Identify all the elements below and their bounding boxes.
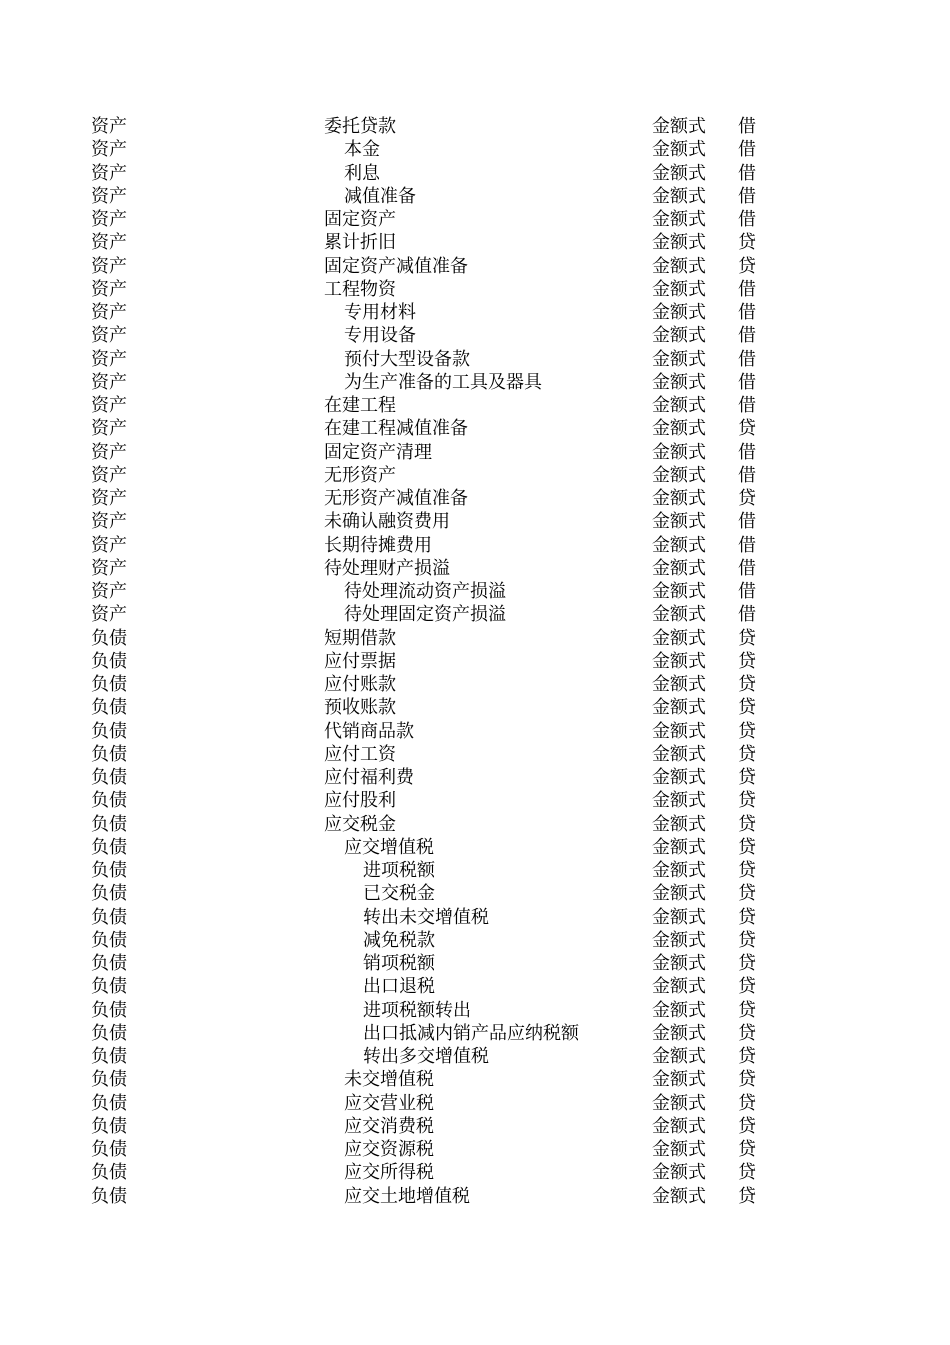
- account-category: 资产: [91, 581, 127, 602]
- account-name: 无形资产减值准备: [324, 488, 468, 509]
- balance-direction: 贷: [738, 813, 756, 835]
- balance-direction: 借: [738, 371, 756, 393]
- account-category: 负债: [91, 790, 127, 812]
- account-format: 金额式: [652, 1185, 706, 1207]
- account-name: 固定资产: [324, 209, 396, 230]
- balance-direction: 借: [738, 395, 756, 416]
- table-row: [0, 441, 950, 464]
- balance-direction: 贷: [738, 743, 756, 765]
- account-name: 工程物资: [324, 278, 396, 300]
- balance-direction: 借: [738, 604, 756, 626]
- account-category: 资产: [91, 418, 127, 440]
- table-row: [0, 627, 950, 650]
- account-category: 负债: [91, 1162, 127, 1184]
- account-format: 金额式: [652, 1022, 706, 1044]
- balance-direction: 贷: [738, 860, 756, 881]
- table-row: [0, 789, 950, 812]
- account-format: 金额式: [652, 1092, 706, 1114]
- table-row: [0, 1068, 950, 1091]
- table-row: [0, 813, 950, 836]
- table-row: [0, 557, 950, 580]
- account-name: 待处理流动资产损溢: [344, 581, 506, 602]
- account-format: 金额式: [652, 488, 706, 509]
- balance-direction: 借: [738, 557, 756, 579]
- table-row: [0, 999, 950, 1022]
- balance-direction: 贷: [738, 999, 756, 1021]
- account-name: 固定资产减值准备: [324, 255, 468, 277]
- table-row: [0, 696, 950, 719]
- account-category: 负债: [91, 953, 127, 974]
- balance-direction: 借: [738, 302, 756, 323]
- account-name: 应交消费税: [344, 1115, 434, 1137]
- account-name: 预收账款: [324, 697, 396, 719]
- account-format: 金额式: [652, 139, 706, 161]
- account-category: 资产: [91, 302, 127, 323]
- account-format: 金额式: [652, 1115, 706, 1137]
- table-row: [0, 417, 950, 440]
- account-category: 负债: [91, 1185, 127, 1207]
- account-format: 金额式: [652, 720, 706, 742]
- account-name: 代销商品款: [324, 720, 414, 742]
- account-category: 资产: [91, 464, 127, 486]
- account-name: 本金: [344, 139, 380, 161]
- table-row: [0, 162, 950, 185]
- balance-direction: 贷: [738, 1185, 756, 1207]
- balance-direction: 贷: [738, 790, 756, 812]
- account-name: 应付账款: [324, 674, 396, 695]
- account-category: 资产: [91, 116, 127, 137]
- account-name: 预付大型设备款: [344, 348, 470, 370]
- account-format: 金额式: [652, 278, 706, 300]
- account-category: 资产: [91, 325, 127, 347]
- account-name: 出口退税: [363, 976, 435, 998]
- account-category: 负债: [91, 976, 127, 998]
- account-category: 资产: [91, 139, 127, 161]
- account-category: 资产: [91, 604, 127, 626]
- table-row: [0, 115, 950, 138]
- account-format: 金额式: [652, 953, 706, 974]
- balance-direction: 借: [738, 581, 756, 602]
- table-row: [0, 906, 950, 929]
- account-format: 金额式: [652, 976, 706, 998]
- account-format: 金额式: [652, 371, 706, 393]
- account-name: 应交资源税: [344, 1139, 434, 1160]
- account-category: 资产: [91, 441, 127, 463]
- table-row: [0, 185, 950, 208]
- account-name: 应付工资: [324, 743, 396, 765]
- balance-direction: 借: [738, 464, 756, 486]
- balance-direction: 贷: [738, 1139, 756, 1160]
- table-row: [0, 1115, 950, 1138]
- account-category: 负债: [91, 1046, 127, 1067]
- account-format: 金额式: [652, 836, 706, 858]
- account-category: 资产: [91, 488, 127, 509]
- account-format: 金额式: [652, 534, 706, 556]
- account-name: 应付股利: [324, 790, 396, 812]
- account-format: 金额式: [652, 674, 706, 695]
- account-name: 未确认融资费用: [324, 511, 450, 533]
- account-format: 金额式: [652, 1162, 706, 1184]
- balance-direction: 贷: [738, 255, 756, 277]
- balance-direction: 贷: [738, 1046, 756, 1067]
- balance-direction: 贷: [738, 650, 756, 672]
- account-category: 负债: [91, 720, 127, 742]
- account-name: 应交增值税: [344, 836, 434, 858]
- table-row: [0, 743, 950, 766]
- balance-direction: 借: [738, 162, 756, 184]
- account-category: 负债: [91, 697, 127, 719]
- account-name: 转出未交增值税: [363, 906, 489, 928]
- table-row: [0, 952, 950, 975]
- account-name: 出口抵减内销产品应纳税额: [363, 1022, 579, 1044]
- balance-direction: 贷: [738, 232, 756, 254]
- account-format: 金额式: [652, 743, 706, 765]
- account-category: 资产: [91, 232, 127, 254]
- account-category: 资产: [91, 278, 127, 300]
- account-category: 负债: [91, 813, 127, 835]
- account-name: 固定资产清理: [324, 441, 432, 463]
- account-format: 金额式: [652, 813, 706, 835]
- account-category: 负债: [91, 906, 127, 928]
- table-row: [0, 371, 950, 394]
- account-category: 负债: [91, 1022, 127, 1044]
- account-name: 待处理财产损溢: [324, 557, 450, 579]
- table-row: [0, 324, 950, 347]
- balance-direction: 借: [738, 185, 756, 207]
- table-row: [0, 1045, 950, 1068]
- account-name: 专用材料: [344, 302, 416, 323]
- balance-direction: 贷: [738, 836, 756, 858]
- balance-direction: 借: [738, 325, 756, 347]
- account-name: 已交税金: [363, 883, 435, 905]
- account-category: 负债: [91, 627, 127, 649]
- table-row: [0, 1185, 950, 1208]
- balance-direction: 借: [738, 511, 756, 533]
- account-format: 金额式: [652, 418, 706, 440]
- account-format: 金额式: [652, 906, 706, 928]
- table-row: [0, 720, 950, 743]
- balance-direction: 借: [738, 278, 756, 300]
- account-format: 金额式: [652, 581, 706, 602]
- table-row: [0, 882, 950, 905]
- account-name: 待处理固定资产损溢: [344, 604, 506, 626]
- table-row: [0, 1161, 950, 1184]
- account-format: 金额式: [652, 441, 706, 463]
- account-category: 资产: [91, 511, 127, 533]
- account-name: 应交营业税: [344, 1092, 434, 1114]
- table-row: [0, 464, 950, 487]
- account-format: 金额式: [652, 790, 706, 812]
- table-row: [0, 510, 950, 533]
- account-category: 负债: [91, 1115, 127, 1137]
- account-name: 利息: [344, 162, 380, 184]
- account-format: 金额式: [652, 1046, 706, 1067]
- table-row: [0, 603, 950, 626]
- table-row: [0, 673, 950, 696]
- account-format: 金额式: [652, 1069, 706, 1091]
- account-format: 金额式: [652, 1139, 706, 1160]
- table-row: [0, 278, 950, 301]
- balance-direction: 借: [738, 139, 756, 161]
- balance-direction: 贷: [738, 720, 756, 742]
- account-name: 在建工程: [324, 395, 396, 416]
- table-row: [0, 255, 950, 278]
- account-format: 金额式: [652, 116, 706, 137]
- account-category: 资产: [91, 162, 127, 184]
- table-row: [0, 487, 950, 510]
- account-category: 负债: [91, 929, 127, 951]
- account-name: 无形资产: [324, 464, 396, 486]
- account-format: 金额式: [652, 650, 706, 672]
- balance-direction: 贷: [738, 767, 756, 788]
- account-name: 在建工程减值准备: [324, 418, 468, 440]
- table-row: [0, 1138, 950, 1161]
- account-format: 金额式: [652, 767, 706, 788]
- balance-direction: 贷: [738, 976, 756, 998]
- account-name: 应付福利费: [324, 767, 414, 788]
- table-row: [0, 231, 950, 254]
- balance-direction: 贷: [738, 1069, 756, 1091]
- account-table: [0, 115, 950, 1208]
- account-category: 资产: [91, 395, 127, 416]
- account-format: 金额式: [652, 302, 706, 323]
- account-name: 减免税款: [363, 929, 435, 951]
- account-category: 资产: [91, 534, 127, 556]
- table-row: [0, 394, 950, 417]
- table-row: [0, 836, 950, 859]
- account-name: 应交土地增值税: [344, 1185, 470, 1207]
- balance-direction: 贷: [738, 1092, 756, 1114]
- account-format: 金额式: [652, 162, 706, 184]
- account-name: 转出多交增值税: [363, 1046, 489, 1067]
- account-name: 为生产准备的工具及器具: [344, 371, 542, 393]
- account-name: 短期借款: [324, 627, 396, 649]
- account-format: 金额式: [652, 232, 706, 254]
- balance-direction: 借: [738, 348, 756, 370]
- balance-direction: 贷: [738, 674, 756, 695]
- account-format: 金额式: [652, 697, 706, 719]
- account-format: 金额式: [652, 929, 706, 951]
- account-format: 金额式: [652, 348, 706, 370]
- account-category: 负债: [91, 836, 127, 858]
- balance-direction: 贷: [738, 418, 756, 440]
- account-name: 委托贷款: [324, 116, 396, 137]
- account-category: 负债: [91, 883, 127, 905]
- account-category: 资产: [91, 348, 127, 370]
- balance-direction: 贷: [738, 883, 756, 905]
- account-name: 减值准备: [344, 185, 416, 207]
- account-category: 资产: [91, 255, 127, 277]
- account-format: 金额式: [652, 557, 706, 579]
- account-format: 金额式: [652, 255, 706, 277]
- table-row: [0, 929, 950, 952]
- account-name: 应交所得税: [344, 1162, 434, 1184]
- balance-direction: 借: [738, 534, 756, 556]
- account-format: 金额式: [652, 511, 706, 533]
- table-row: [0, 208, 950, 231]
- table-row: [0, 301, 950, 324]
- account-format: 金额式: [652, 604, 706, 626]
- balance-direction: 贷: [738, 929, 756, 951]
- account-name: 应付票据: [324, 650, 396, 672]
- account-format: 金额式: [652, 999, 706, 1021]
- account-category: 负债: [91, 674, 127, 695]
- account-format: 金额式: [652, 395, 706, 416]
- account-category: 负债: [91, 1092, 127, 1114]
- balance-direction: 贷: [738, 697, 756, 719]
- balance-direction: 贷: [738, 627, 756, 649]
- table-row: [0, 1092, 950, 1115]
- account-format: 金额式: [652, 883, 706, 905]
- account-name: 进项税额: [363, 860, 435, 881]
- balance-direction: 借: [738, 209, 756, 230]
- account-format: 金额式: [652, 185, 706, 207]
- account-name: 销项税额: [363, 953, 435, 974]
- account-name: 应交税金: [324, 813, 396, 835]
- account-category: 负债: [91, 860, 127, 881]
- account-name: 未交增值税: [344, 1069, 434, 1091]
- balance-direction: 借: [738, 441, 756, 463]
- balance-direction: 贷: [738, 906, 756, 928]
- table-row: [0, 975, 950, 998]
- account-category: 负债: [91, 767, 127, 788]
- account-name: 累计折旧: [324, 232, 396, 254]
- table-row: [0, 859, 950, 882]
- account-name: 长期待摊费用: [324, 534, 432, 556]
- account-category: 负债: [91, 743, 127, 765]
- balance-direction: 贷: [738, 488, 756, 509]
- table-row: [0, 348, 950, 371]
- account-category: 资产: [91, 371, 127, 393]
- account-name: 进项税额转出: [363, 999, 471, 1021]
- account-category: 负债: [91, 999, 127, 1021]
- table-row: [0, 1022, 950, 1045]
- account-format: 金额式: [652, 209, 706, 230]
- account-format: 金额式: [652, 627, 706, 649]
- account-category: 负债: [91, 1069, 127, 1091]
- balance-direction: 贷: [738, 1115, 756, 1137]
- account-category: 资产: [91, 185, 127, 207]
- table-row: [0, 534, 950, 557]
- account-format: 金额式: [652, 464, 706, 486]
- table-row: [0, 766, 950, 789]
- table-row: [0, 650, 950, 673]
- table-row: [0, 138, 950, 161]
- account-category: 负债: [91, 650, 127, 672]
- balance-direction: 贷: [738, 1162, 756, 1184]
- table-row: [0, 580, 950, 603]
- account-category: 资产: [91, 209, 127, 230]
- account-name: 专用设备: [344, 325, 416, 347]
- account-category: 资产: [91, 557, 127, 579]
- account-category: 负债: [91, 1139, 127, 1160]
- account-format: 金额式: [652, 860, 706, 881]
- balance-direction: 借: [738, 116, 756, 137]
- account-format: 金额式: [652, 325, 706, 347]
- balance-direction: 贷: [738, 1022, 756, 1044]
- balance-direction: 贷: [738, 953, 756, 974]
